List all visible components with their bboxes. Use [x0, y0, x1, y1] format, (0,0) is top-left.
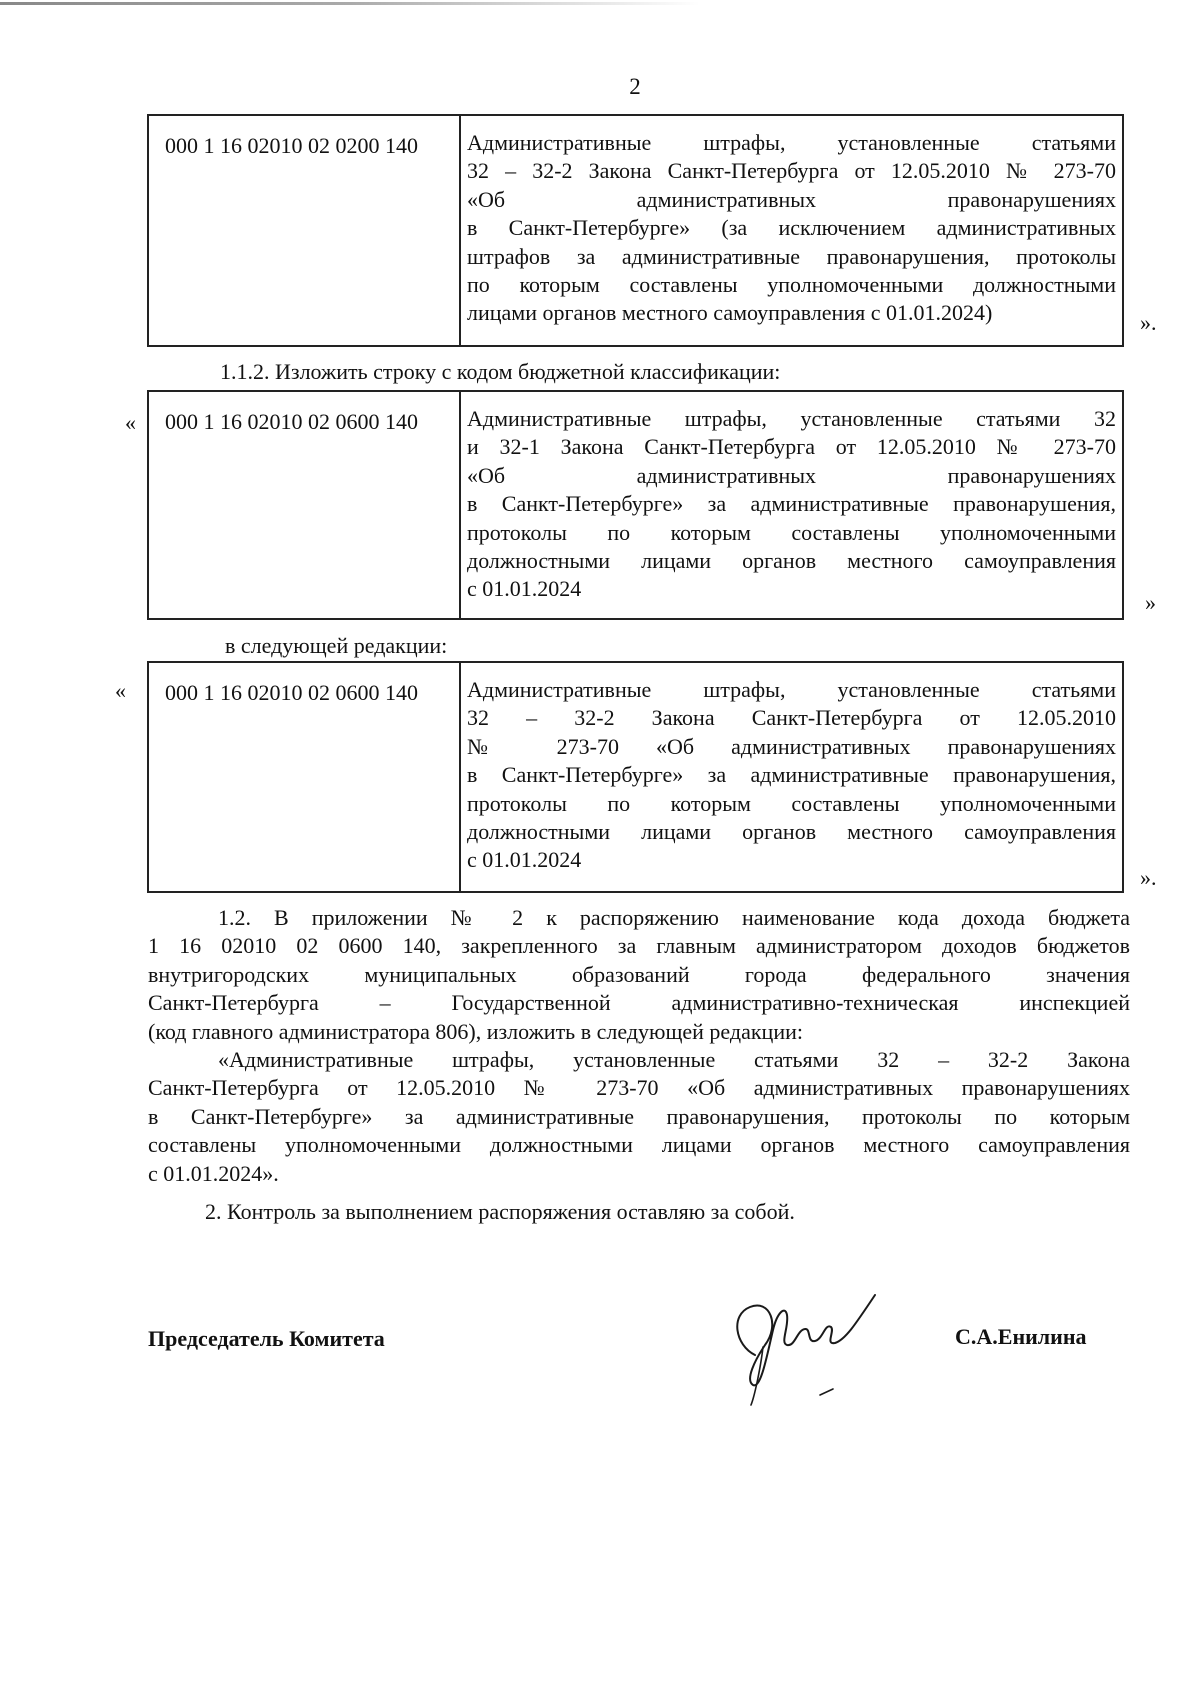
description-line: с 01.01.2024 — [467, 576, 582, 602]
page-number: 2 — [629, 74, 641, 99]
budget-code-description — [461, 116, 1122, 345]
description-line: «Об административных правонарушениях — [467, 186, 1116, 212]
description-line: по которым составлены уполномоченными должностными — [467, 271, 1116, 297]
description-line: Административные штрафы, установленные статьями — [467, 677, 1116, 702]
description-line: «Об административных правонарушениях — [467, 462, 1116, 488]
item-1-1-2: 1.1.2. Изложить строку с кодом бюджетной классификации: — [220, 359, 781, 384]
next-edition-label: в следующей редакции: — [225, 633, 448, 658]
scan-edge-artifact — [0, 2, 700, 5]
budget-code: 000 1 16 02010 02 0200 140 — [149, 116, 461, 345]
paragraph-line: (код главного администратора 806), изложить в следующей редакции: — [148, 1018, 803, 1044]
closing-quote: » — [1145, 590, 1156, 615]
paragraph-line: «Административные штрафы, установленные статьями 32 – 32-2 Закона — [218, 1047, 1130, 1072]
budget-code: 000 1 16 02010 02 0600 140 — [149, 392, 461, 618]
paragraph-line: с 01.01.2024». — [148, 1160, 279, 1186]
opening-quote: « — [115, 678, 126, 703]
paragraph-line: 1.2. В приложении № 2 к распоряжению наименование кода дохода бюджета — [218, 905, 1130, 930]
description-line: в Санкт-Петербурге» за административные правонарушения, — [467, 762, 1116, 788]
handwritten-signature — [725, 1285, 895, 1410]
closing-quote: ». — [1140, 310, 1157, 335]
description-line: в Санкт-Петербурге» за административные правонарушения, — [467, 491, 1116, 517]
description-line: должностными лицами органов местного самоуправления — [467, 547, 1116, 573]
budget-code-description — [461, 663, 1122, 891]
paragraph-line: внутригородских муниципальных образований города федерального значения — [148, 961, 1130, 987]
description-line: 32 – 32-2 Закона Санкт-Петербурга от 12.05.2010 — [467, 705, 1116, 731]
description-line: № 273-70 «Об административных правонарушениях — [467, 733, 1116, 759]
budget-code-table-1 — [147, 114, 1124, 347]
description-line: должностными лицами органов местного самоуправления — [467, 818, 1116, 844]
description-line: штрафов за административные правонарушения, протоколы — [467, 243, 1116, 269]
description-line: протоколы по которым составлены уполномоченными — [467, 790, 1116, 816]
budget-code-table-2 — [147, 390, 1124, 620]
paragraph-line: составлены уполномоченными должностными лицами органов местного самоуправления — [148, 1132, 1130, 1158]
item-2: 2. Контроль за выполнением распоряжения оставляю за собой. — [205, 1199, 795, 1224]
paragraph-line: 1 16 02010 02 0600 140, закрепленного за главным администратором доходов бюджетов — [148, 933, 1130, 959]
item-1-2-paragraph — [148, 904, 1130, 1046]
paragraph-line: Санкт-Петербурга – Государственной административно-техническая инспекцией — [148, 990, 1130, 1016]
description-line: в Санкт-Петербурге» (за исключением административных — [467, 215, 1116, 241]
paragraph-line: Санкт-Петербурга от 12.05.2010 № 273-70 «Об административных правонарушениях — [148, 1075, 1130, 1101]
budget-code-description — [461, 392, 1122, 618]
description-line: 32 – 32-2 Закона Санкт-Петербурга от 12.05.2010 № 273-70 — [467, 158, 1116, 184]
paragraph-line: в Санкт-Петербурге» за административные правонарушения, протоколы по которым — [148, 1103, 1130, 1129]
signatory-name: С.А.Енилина — [955, 1324, 1087, 1349]
budget-code: 000 1 16 02010 02 0600 140 — [149, 663, 461, 891]
description-line: и 32-1 Закона Санкт-Петербурга от 12.05.2010 № 273-70 — [467, 434, 1116, 460]
signatory-title: Председатель Комитета — [148, 1326, 385, 1351]
quoted-new-name — [148, 1046, 1130, 1188]
description-line: протоколы по которым составлены уполномоченными — [467, 519, 1116, 545]
description-line: с 01.01.2024 — [467, 847, 582, 873]
description-line: Административные штрафы, установленные статьями — [467, 130, 1116, 155]
budget-code-table-3 — [147, 661, 1124, 893]
description-line: Административные штрафы, установленные статьями 32 — [467, 406, 1116, 431]
closing-quote: ». — [1140, 865, 1157, 890]
opening-quote: « — [125, 410, 136, 435]
description-line: лицами органов местного самоуправления с 01.01.2024) — [467, 300, 993, 326]
